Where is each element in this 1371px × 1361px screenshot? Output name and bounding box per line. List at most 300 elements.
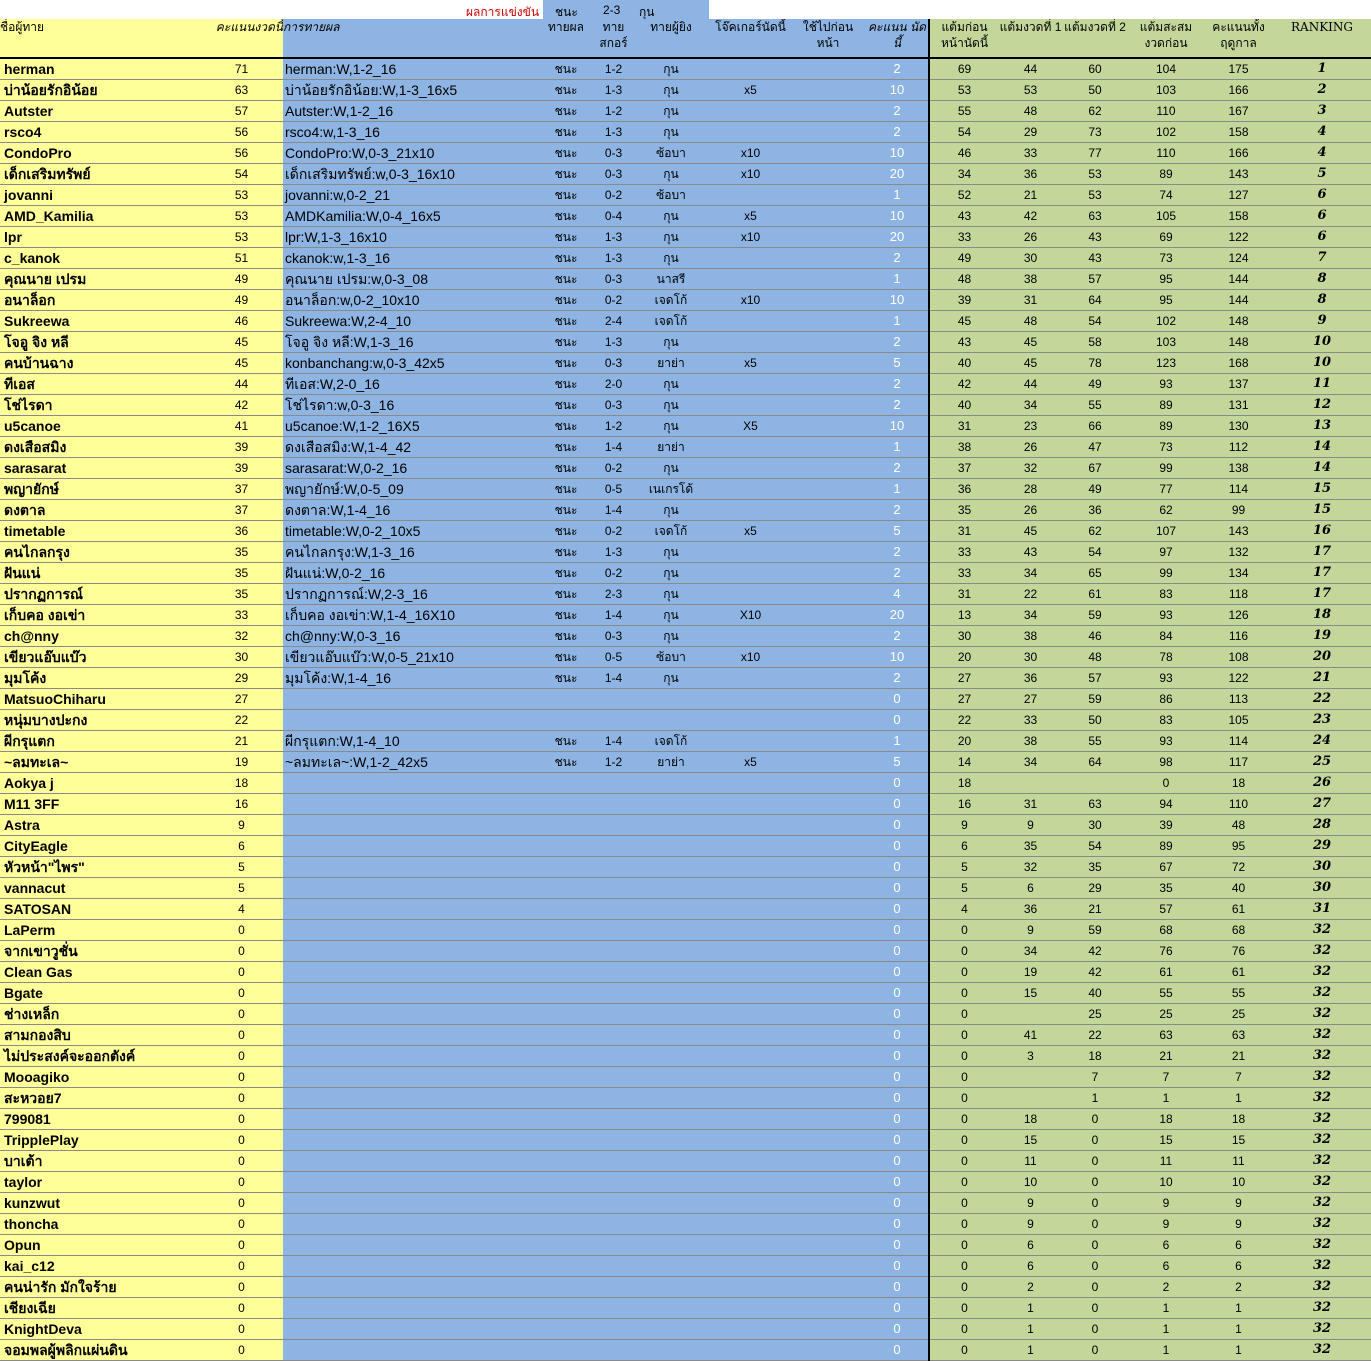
season-total-cell[interactable]: 21 — [1204, 1046, 1273, 1067]
score-pick-cell[interactable] — [596, 1277, 631, 1298]
round2-cell[interactable]: 50 — [1062, 80, 1128, 101]
scorer-pick-cell[interactable]: กุน — [631, 458, 711, 479]
match-points-cell[interactable]: 0 — [866, 689, 929, 710]
round2-cell[interactable]: 0 — [1062, 1109, 1128, 1130]
round2-cell[interactable]: 0 — [1062, 1235, 1128, 1256]
score-pick-cell[interactable]: 0-3 — [596, 164, 631, 185]
header-score-pick[interactable]: ทาย สกอร์ — [596, 19, 631, 58]
scorer-pick-cell[interactable]: กุน — [631, 395, 711, 416]
prediction-cell[interactable]: herman:W,1-2_16 — [283, 58, 536, 80]
score-today-cell[interactable]: 53 — [200, 227, 283, 248]
round2-cell[interactable]: 63 — [1062, 206, 1128, 227]
points-before-cell[interactable]: 0 — [929, 920, 999, 941]
round2-cell[interactable]: 0 — [1062, 1193, 1128, 1214]
accumulated-cell[interactable]: 103 — [1128, 80, 1204, 101]
round2-cell[interactable]: 54 — [1062, 836, 1128, 857]
prediction-cell[interactable] — [283, 1109, 536, 1130]
prev-used-cell[interactable] — [790, 58, 866, 80]
prediction-cell[interactable]: อนาล็อก:w,0-2_10x10 — [283, 290, 536, 311]
score-pick-cell[interactable] — [596, 962, 631, 983]
joker-cell[interactable] — [711, 1025, 790, 1046]
player-name-cell[interactable]: ~ลมทะเล~ — [0, 752, 200, 773]
round1-cell[interactable]: 18 — [999, 1109, 1062, 1130]
season-total-cell[interactable]: 110 — [1204, 794, 1273, 815]
round2-cell[interactable]: 43 — [1062, 227, 1128, 248]
season-total-cell[interactable]: 124 — [1204, 248, 1273, 269]
season-total-cell[interactable]: 144 — [1204, 269, 1273, 290]
season-total-cell[interactable]: 76 — [1204, 941, 1273, 962]
pick-cell[interactable] — [536, 1109, 596, 1130]
scorer-pick-cell[interactable] — [631, 815, 711, 836]
scorer-pick-cell[interactable]: นาสรี — [631, 269, 711, 290]
prediction-cell[interactable]: Sukreewa:W,2-4_10 — [283, 311, 536, 332]
score-pick-cell[interactable]: 1-3 — [596, 248, 631, 269]
ranking-cell[interactable]: 17 — [1273, 563, 1371, 584]
round2-cell[interactable]: 43 — [1062, 248, 1128, 269]
score-pick-cell[interactable] — [596, 1004, 631, 1025]
player-name-cell[interactable]: ปรากฏการณ์ — [0, 584, 200, 605]
accumulated-cell[interactable]: 104 — [1128, 58, 1204, 80]
prev-used-cell[interactable] — [790, 584, 866, 605]
score-pick-cell[interactable] — [596, 1340, 631, 1361]
round1-cell[interactable]: 29 — [999, 122, 1062, 143]
score-today-cell[interactable]: 37 — [200, 500, 283, 521]
player-name-cell[interactable]: ดงตาล — [0, 500, 200, 521]
pick-cell[interactable] — [536, 1004, 596, 1025]
joker-cell[interactable] — [711, 1193, 790, 1214]
pick-cell[interactable] — [536, 1025, 596, 1046]
accumulated-cell[interactable]: 84 — [1128, 626, 1204, 647]
ranking-cell[interactable]: 12 — [1273, 395, 1371, 416]
prediction-cell[interactable] — [283, 1004, 536, 1025]
points-before-cell[interactable]: 43 — [929, 206, 999, 227]
round1-cell[interactable]: 27 — [999, 689, 1062, 710]
round2-cell[interactable]: 29 — [1062, 878, 1128, 899]
player-name-cell[interactable]: บ่าน้อยรักอิน้อย — [0, 80, 200, 101]
header-prev-used[interactable]: ใช้ไปก่อน หน้า — [790, 19, 866, 58]
prediction-cell[interactable]: ฝันแน่:W,0-2_16 — [283, 563, 536, 584]
points-before-cell[interactable]: 0 — [929, 1298, 999, 1319]
points-before-cell[interactable]: 0 — [929, 1130, 999, 1151]
prev-used-cell[interactable] — [790, 416, 866, 437]
prediction-cell[interactable]: โจอู จิง หลี:W,1-3_16 — [283, 332, 536, 353]
round1-cell[interactable]: 34 — [999, 563, 1062, 584]
season-total-cell[interactable]: 1 — [1204, 1340, 1273, 1361]
round1-cell[interactable]: 26 — [999, 437, 1062, 458]
pick-cell[interactable]: ชนะ — [536, 437, 596, 458]
player-name-cell[interactable]: ช่างเหล็ก — [0, 1004, 200, 1025]
score-today-cell[interactable]: 35 — [200, 584, 283, 605]
round2-cell[interactable]: 55 — [1062, 731, 1128, 752]
ranking-cell[interactable]: 10 — [1273, 353, 1371, 374]
pick-cell[interactable] — [536, 1172, 596, 1193]
round2-cell[interactable]: 64 — [1062, 752, 1128, 773]
joker-cell[interactable] — [711, 479, 790, 500]
match-points-cell[interactable]: 0 — [866, 794, 929, 815]
ranking-cell[interactable]: 21 — [1273, 668, 1371, 689]
pick-cell[interactable]: ชนะ — [536, 731, 596, 752]
ranking-cell[interactable]: 9 — [1273, 311, 1371, 332]
score-today-cell[interactable]: 18 — [200, 773, 283, 794]
score-pick-cell[interactable] — [596, 1235, 631, 1256]
round2-cell[interactable] — [1062, 773, 1128, 794]
joker-cell[interactable]: x5 — [711, 752, 790, 773]
joker-cell[interactable] — [711, 689, 790, 710]
season-total-cell[interactable]: 61 — [1204, 962, 1273, 983]
player-name-cell[interactable]: เขียวแอ๊บแบ๊ว — [0, 647, 200, 668]
joker-cell[interactable]: x5 — [711, 206, 790, 227]
player-name-cell[interactable]: Mooagiko — [0, 1067, 200, 1088]
ranking-cell[interactable]: 15 — [1273, 500, 1371, 521]
ranking-cell[interactable]: 31 — [1273, 899, 1371, 920]
round1-cell[interactable]: 26 — [999, 227, 1062, 248]
prediction-cell[interactable]: คนไกลกรุง:W,1-3_16 — [283, 542, 536, 563]
match-points-cell[interactable]: 2 — [866, 101, 929, 122]
joker-cell[interactable] — [711, 731, 790, 752]
round2-cell[interactable]: 53 — [1062, 164, 1128, 185]
accumulated-cell[interactable]: 10 — [1128, 1172, 1204, 1193]
match-points-cell[interactable]: 10 — [866, 206, 929, 227]
ranking-cell[interactable]: 32 — [1273, 1109, 1371, 1130]
score-today-cell[interactable]: 56 — [200, 122, 283, 143]
round2-cell[interactable]: 54 — [1062, 542, 1128, 563]
joker-cell[interactable] — [711, 1130, 790, 1151]
player-name-cell[interactable]: เชียงเฉีย — [0, 1298, 200, 1319]
ranking-cell[interactable]: 32 — [1273, 1151, 1371, 1172]
season-total-cell[interactable]: 68 — [1204, 920, 1273, 941]
accumulated-cell[interactable]: 9 — [1128, 1214, 1204, 1235]
joker-cell[interactable] — [711, 1298, 790, 1319]
pick-cell[interactable]: ชนะ — [536, 122, 596, 143]
scorer-pick-cell[interactable] — [631, 857, 711, 878]
points-before-cell[interactable]: 14 — [929, 752, 999, 773]
joker-cell[interactable]: x10 — [711, 290, 790, 311]
score-today-cell[interactable]: 39 — [200, 458, 283, 479]
points-before-cell[interactable]: 27 — [929, 689, 999, 710]
prediction-cell[interactable] — [283, 1340, 536, 1361]
season-total-cell[interactable]: 116 — [1204, 626, 1273, 647]
pick-cell[interactable] — [536, 1235, 596, 1256]
match-points-cell[interactable]: 0 — [866, 1004, 929, 1025]
round1-cell[interactable]: 45 — [999, 521, 1062, 542]
score-today-cell[interactable]: 51 — [200, 248, 283, 269]
prediction-cell[interactable] — [283, 1277, 536, 1298]
ranking-cell[interactable]: 32 — [1273, 1319, 1371, 1340]
points-before-cell[interactable]: 5 — [929, 857, 999, 878]
points-before-cell[interactable]: 0 — [929, 983, 999, 1004]
round1-cell[interactable]: 1 — [999, 1319, 1062, 1340]
points-before-cell[interactable]: 0 — [929, 1340, 999, 1361]
prediction-cell[interactable]: โช่ไรดา:w,0-3_16 — [283, 395, 536, 416]
ranking-cell[interactable]: 32 — [1273, 983, 1371, 1004]
joker-cell[interactable] — [711, 58, 790, 80]
pick-cell[interactable]: ชนะ — [536, 500, 596, 521]
score-pick-cell[interactable]: 2-3 — [596, 584, 631, 605]
points-before-cell[interactable]: 0 — [929, 1319, 999, 1340]
player-name-cell[interactable]: สามกองสิบ — [0, 1025, 200, 1046]
match-points-cell[interactable]: 0 — [866, 836, 929, 857]
ranking-cell[interactable]: 15 — [1273, 479, 1371, 500]
round1-cell[interactable]: 53 — [999, 80, 1062, 101]
points-before-cell[interactable]: 0 — [929, 1025, 999, 1046]
season-total-cell[interactable]: 48 — [1204, 815, 1273, 836]
ranking-cell[interactable]: 6 — [1273, 185, 1371, 206]
match-points-cell[interactable]: 0 — [866, 1256, 929, 1277]
score-today-cell[interactable]: 0 — [200, 1109, 283, 1130]
prev-used-cell[interactable] — [790, 1340, 866, 1361]
score-today-cell[interactable]: 56 — [200, 143, 283, 164]
scorer-pick-cell[interactable]: ซ้อบา — [631, 143, 711, 164]
season-total-cell[interactable]: 143 — [1204, 521, 1273, 542]
pick-cell[interactable]: ชนะ — [536, 290, 596, 311]
match-points-cell[interactable]: 2 — [866, 332, 929, 353]
points-before-cell[interactable]: 40 — [929, 395, 999, 416]
season-total-cell[interactable]: 138 — [1204, 458, 1273, 479]
points-before-cell[interactable]: 36 — [929, 479, 999, 500]
pick-cell[interactable]: ชนะ — [536, 752, 596, 773]
accumulated-cell[interactable]: 6 — [1128, 1256, 1204, 1277]
joker-cell[interactable]: x5 — [711, 353, 790, 374]
player-name-cell[interactable]: จากเขาวูชั่น — [0, 941, 200, 962]
ranking-cell[interactable]: 24 — [1273, 731, 1371, 752]
player-name-cell[interactable]: เด็กเสริมทรัพย์ — [0, 164, 200, 185]
joker-cell[interactable] — [711, 1214, 790, 1235]
scorer-pick-cell[interactable] — [631, 962, 711, 983]
ranking-cell[interactable]: 10 — [1273, 332, 1371, 353]
match-points-cell[interactable]: 0 — [866, 857, 929, 878]
player-name-cell[interactable]: SATOSAN — [0, 899, 200, 920]
match-points-cell[interactable]: 0 — [866, 1319, 929, 1340]
score-pick-cell[interactable]: 1-3 — [596, 122, 631, 143]
ranking-cell[interactable]: 25 — [1273, 752, 1371, 773]
round2-cell[interactable]: 57 — [1062, 668, 1128, 689]
accumulated-cell[interactable]: 62 — [1128, 500, 1204, 521]
score-today-cell[interactable]: 0 — [200, 1256, 283, 1277]
pick-cell[interactable] — [536, 962, 596, 983]
scorer-pick-cell[interactable] — [631, 836, 711, 857]
match-points-cell[interactable]: 0 — [866, 1214, 929, 1235]
pick-cell[interactable] — [536, 899, 596, 920]
match-points-cell[interactable]: 0 — [866, 710, 929, 731]
match-points-cell[interactable]: 1 — [866, 437, 929, 458]
round1-cell[interactable]: 41 — [999, 1025, 1062, 1046]
accumulated-cell[interactable]: 57 — [1128, 899, 1204, 920]
season-total-cell[interactable]: 72 — [1204, 857, 1273, 878]
season-total-cell[interactable]: 167 — [1204, 101, 1273, 122]
accumulated-cell[interactable]: 2 — [1128, 1277, 1204, 1298]
prev-used-cell[interactable] — [790, 899, 866, 920]
round1-cell[interactable]: 36 — [999, 899, 1062, 920]
accumulated-cell[interactable]: 102 — [1128, 122, 1204, 143]
round2-cell[interactable]: 0 — [1062, 1151, 1128, 1172]
round1-cell[interactable]: 38 — [999, 731, 1062, 752]
accumulated-cell[interactable]: 67 — [1128, 857, 1204, 878]
prev-used-cell[interactable] — [790, 563, 866, 584]
prev-used-cell[interactable] — [790, 1298, 866, 1319]
points-before-cell[interactable]: 18 — [929, 773, 999, 794]
ranking-cell[interactable]: 32 — [1273, 941, 1371, 962]
round1-cell[interactable]: 28 — [999, 479, 1062, 500]
score-today-cell[interactable]: 49 — [200, 290, 283, 311]
ranking-cell[interactable]: 14 — [1273, 458, 1371, 479]
scorer-pick-cell[interactable] — [631, 794, 711, 815]
match-points-cell[interactable]: 0 — [866, 1277, 929, 1298]
joker-cell[interactable] — [711, 962, 790, 983]
match-result-box[interactable] — [543, 0, 709, 19]
match-points-cell[interactable]: 0 — [866, 1298, 929, 1319]
accumulated-cell[interactable]: 39 — [1128, 815, 1204, 836]
round2-cell[interactable]: 49 — [1062, 479, 1128, 500]
match-points-cell[interactable]: 2 — [866, 563, 929, 584]
scorer-pick-cell[interactable]: กุน — [631, 206, 711, 227]
joker-cell[interactable] — [711, 899, 790, 920]
ranking-cell[interactable]: 6 — [1273, 206, 1371, 227]
points-before-cell[interactable]: 30 — [929, 626, 999, 647]
round1-cell[interactable]: 36 — [999, 164, 1062, 185]
points-before-cell[interactable]: 22 — [929, 710, 999, 731]
scorer-pick-cell[interactable]: กุน — [631, 668, 711, 689]
round2-cell[interactable]: 18 — [1062, 1046, 1128, 1067]
round2-cell[interactable]: 50 — [1062, 710, 1128, 731]
joker-cell[interactable]: X10 — [711, 605, 790, 626]
round1-cell[interactable]: 34 — [999, 395, 1062, 416]
points-before-cell[interactable]: 13 — [929, 605, 999, 626]
player-name-cell[interactable]: Aokya j — [0, 773, 200, 794]
score-pick-cell[interactable] — [596, 899, 631, 920]
ranking-cell[interactable]: 4 — [1273, 143, 1371, 164]
points-before-cell[interactable]: 0 — [929, 1046, 999, 1067]
round1-cell[interactable]: 45 — [999, 353, 1062, 374]
header-joker[interactable]: โจ๊คเกอร์นัดนี้ — [711, 19, 790, 58]
scorer-pick-cell[interactable]: กุน — [631, 584, 711, 605]
prev-used-cell[interactable] — [790, 1109, 866, 1130]
accumulated-cell[interactable]: 1 — [1128, 1340, 1204, 1361]
prediction-cell[interactable] — [283, 1256, 536, 1277]
match-points-cell[interactable]: 0 — [866, 1088, 929, 1109]
season-total-cell[interactable]: 55 — [1204, 983, 1273, 1004]
joker-cell[interactable] — [711, 1067, 790, 1088]
accumulated-cell[interactable]: 78 — [1128, 647, 1204, 668]
prediction-cell[interactable] — [283, 1088, 536, 1109]
joker-cell[interactable] — [711, 1088, 790, 1109]
round2-cell[interactable]: 63 — [1062, 794, 1128, 815]
points-before-cell[interactable]: 0 — [929, 1172, 999, 1193]
prev-used-cell[interactable] — [790, 206, 866, 227]
round2-cell[interactable]: 66 — [1062, 416, 1128, 437]
ranking-cell[interactable]: 19 — [1273, 626, 1371, 647]
prediction-cell[interactable]: u5canoe:W,1-2_16X5 — [283, 416, 536, 437]
scorer-pick-cell[interactable]: ยาย่า — [631, 752, 711, 773]
round2-cell[interactable]: 0 — [1062, 1172, 1128, 1193]
pick-cell[interactable] — [536, 941, 596, 962]
round1-cell[interactable]: 44 — [999, 58, 1062, 80]
round1-cell[interactable]: 31 — [999, 794, 1062, 815]
season-total-cell[interactable]: 127 — [1204, 185, 1273, 206]
prediction-cell[interactable] — [283, 689, 536, 710]
prediction-cell[interactable]: พญายักษ์:W,0-5_09 — [283, 479, 536, 500]
score-pick-cell[interactable] — [596, 836, 631, 857]
joker-cell[interactable]: x10 — [711, 164, 790, 185]
round1-cell[interactable]: 38 — [999, 626, 1062, 647]
score-today-cell[interactable]: 0 — [200, 962, 283, 983]
player-name-cell[interactable]: Autster — [0, 101, 200, 122]
ranking-cell[interactable]: 32 — [1273, 1298, 1371, 1319]
prediction-cell[interactable]: เขียวแอ๊บแบ๊ว:W,0-5_21x10 — [283, 647, 536, 668]
scorer-pick-cell[interactable]: ยาย่า — [631, 353, 711, 374]
scorer-pick-cell[interactable] — [631, 1088, 711, 1109]
match-points-cell[interactable]: 10 — [866, 647, 929, 668]
round2-cell[interactable]: 0 — [1062, 1298, 1128, 1319]
match-points-cell[interactable]: 4 — [866, 584, 929, 605]
joker-cell[interactable] — [711, 878, 790, 899]
pick-cell[interactable]: ชนะ — [536, 374, 596, 395]
score-pick-cell[interactable]: 1-4 — [596, 437, 631, 458]
score-today-cell[interactable]: 42 — [200, 395, 283, 416]
round1-cell[interactable]: 35 — [999, 836, 1062, 857]
ranking-cell[interactable]: 3 — [1273, 101, 1371, 122]
player-name-cell[interactable]: ไม่ประสงค์จะออกตังค์ — [0, 1046, 200, 1067]
score-today-cell[interactable]: 5 — [200, 878, 283, 899]
prev-used-cell[interactable] — [790, 1256, 866, 1277]
joker-cell[interactable]: x5 — [711, 521, 790, 542]
scorer-pick-cell[interactable] — [631, 1067, 711, 1088]
match-points-cell[interactable]: 0 — [866, 941, 929, 962]
season-total-cell[interactable]: 9 — [1204, 1214, 1273, 1235]
prediction-cell[interactable] — [283, 857, 536, 878]
season-total-cell[interactable]: 99 — [1204, 500, 1273, 521]
score-pick-cell[interactable]: 1-4 — [596, 731, 631, 752]
round2-cell[interactable]: 21 — [1062, 899, 1128, 920]
score-pick-cell[interactable]: 0-4 — [596, 206, 631, 227]
header-name[interactable]: ชื่อผู้ทาย — [0, 19, 200, 58]
player-name-cell[interactable]: lpr — [0, 227, 200, 248]
prediction-cell[interactable]: ทีเอส:W,2-0_16 — [283, 374, 536, 395]
round2-cell[interactable]: 77 — [1062, 143, 1128, 164]
accumulated-cell[interactable]: 97 — [1128, 542, 1204, 563]
score-today-cell[interactable]: 0 — [200, 1004, 283, 1025]
score-pick-cell[interactable] — [596, 1067, 631, 1088]
player-name-cell[interactable]: คนน่ารัก มักใจร้าย — [0, 1277, 200, 1298]
season-total-cell[interactable]: 18 — [1204, 773, 1273, 794]
pick-cell[interactable]: ชนะ — [536, 58, 596, 80]
ranking-cell[interactable]: 32 — [1273, 1130, 1371, 1151]
prediction-cell[interactable]: เด็กเสริมทรัพย์:w,0-3_16x10 — [283, 164, 536, 185]
match-points-cell[interactable]: 2 — [866, 668, 929, 689]
joker-cell[interactable] — [711, 248, 790, 269]
joker-cell[interactable]: x10 — [711, 227, 790, 248]
score-pick-cell[interactable]: 2-4 — [596, 311, 631, 332]
score-today-cell[interactable]: 45 — [200, 353, 283, 374]
prev-used-cell[interactable] — [790, 500, 866, 521]
score-pick-cell[interactable]: 0-2 — [596, 458, 631, 479]
pick-cell[interactable]: ชนะ — [536, 311, 596, 332]
accumulated-cell[interactable]: 98 — [1128, 752, 1204, 773]
pick-cell[interactable] — [536, 689, 596, 710]
score-today-cell[interactable]: 54 — [200, 164, 283, 185]
scorer-pick-cell[interactable] — [631, 941, 711, 962]
match-points-cell[interactable]: 0 — [866, 962, 929, 983]
prev-used-cell[interactable] — [790, 311, 866, 332]
pick-cell[interactable] — [536, 1340, 596, 1361]
round1-cell[interactable] — [999, 1088, 1062, 1109]
round2-cell[interactable]: 59 — [1062, 920, 1128, 941]
accumulated-cell[interactable]: 1 — [1128, 1088, 1204, 1109]
season-total-cell[interactable]: 1 — [1204, 1298, 1273, 1319]
prev-used-cell[interactable] — [790, 1193, 866, 1214]
season-total-cell[interactable]: 118 — [1204, 584, 1273, 605]
score-today-cell[interactable]: 39 — [200, 437, 283, 458]
points-before-cell[interactable]: 6 — [929, 836, 999, 857]
